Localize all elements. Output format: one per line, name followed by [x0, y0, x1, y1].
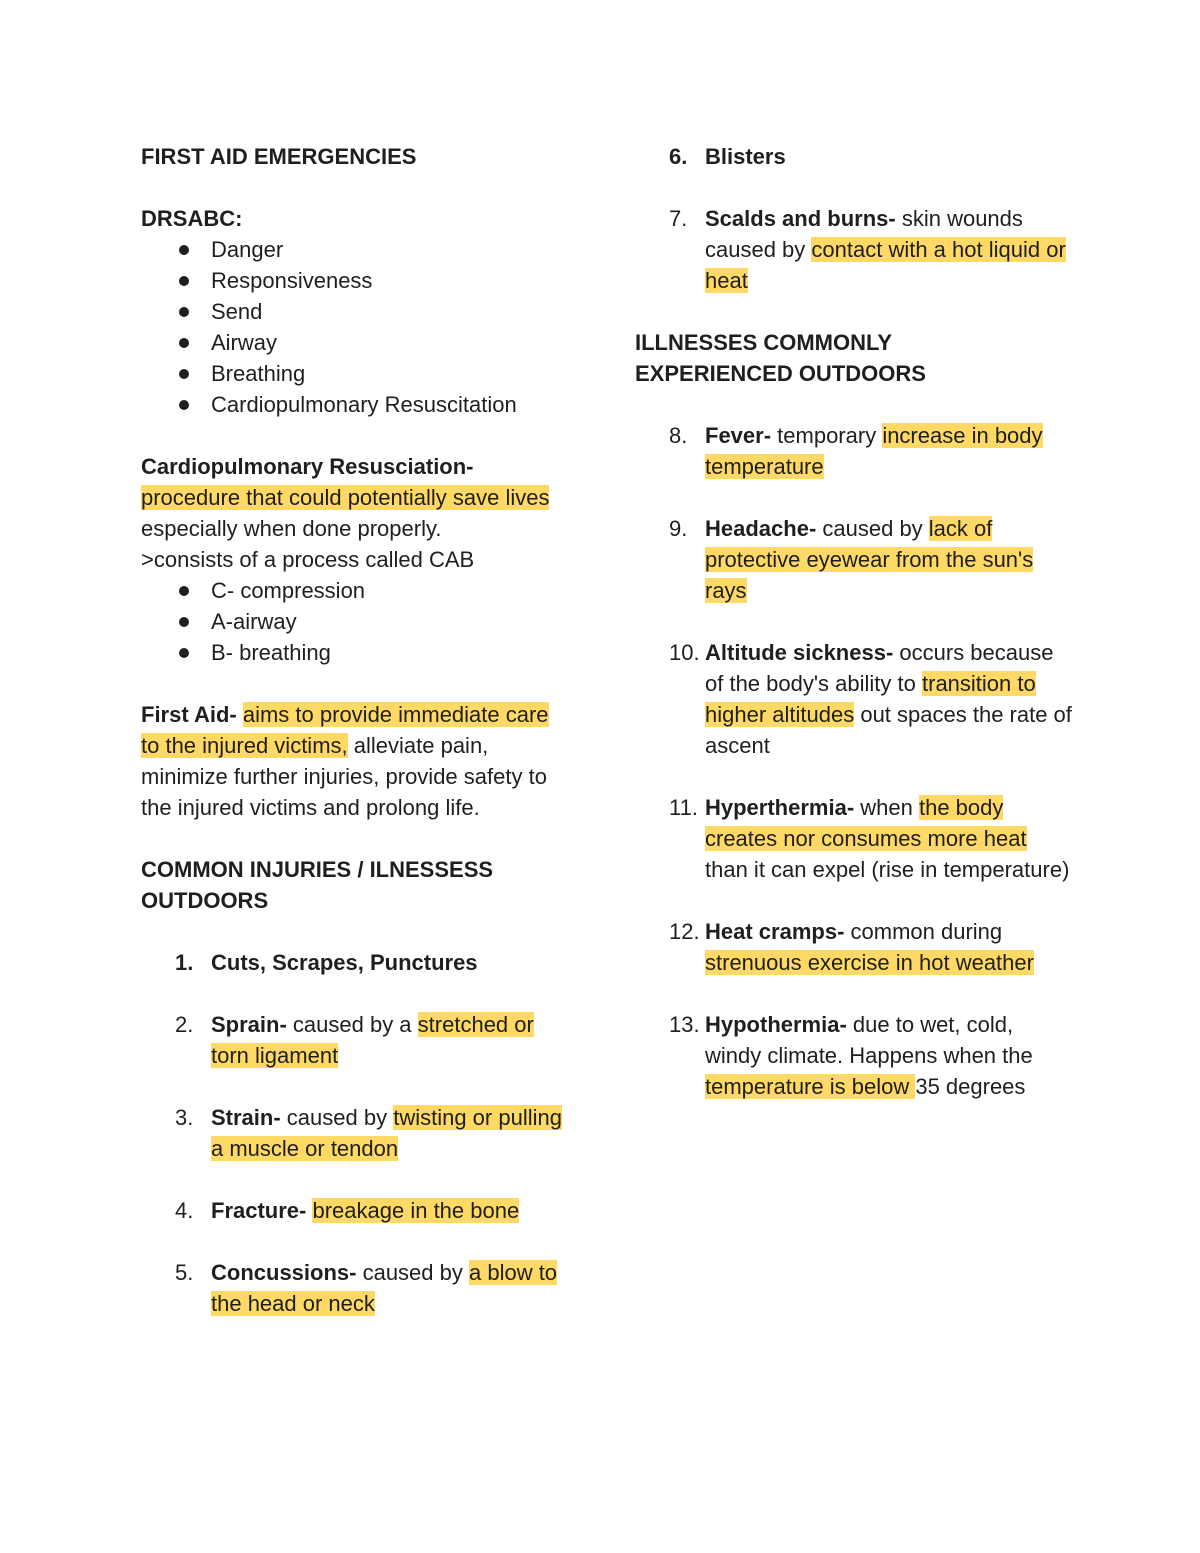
cab-list [141, 575, 571, 668]
first-aid-term: First Aid- [141, 702, 237, 727]
item-text: caused by [816, 516, 929, 541]
drsabc-item: Airway [141, 327, 571, 358]
illness-heading-2: EXPERIENCED OUTDOORS [635, 361, 926, 386]
item-text: occurs because of the body's ability to [705, 640, 1054, 696]
highlight: contact with a hot liquid or heat [705, 237, 1066, 293]
drsabc-list [141, 234, 571, 420]
item-number: 2. [175, 1012, 194, 1037]
injuries-list [141, 947, 571, 1319]
item-number: 8. [669, 423, 688, 448]
item-text: caused by [356, 1260, 469, 1285]
cab-item: C- compression [141, 575, 571, 606]
item-number: 11. [669, 795, 698, 820]
item-text: temporary [771, 423, 883, 448]
item-text-post: than it can expel (rise in temperature) [705, 857, 1070, 882]
cab-item: B- breathing [141, 637, 571, 668]
drsabc-heading: DRSABC: [141, 206, 243, 231]
first-aid-definition [141, 699, 571, 823]
item-text-post: out spaces the rate of ascent [705, 702, 1072, 758]
list-item [141, 1102, 571, 1164]
item-number: 7. [669, 206, 688, 231]
injuries-heading: COMMON INJURIES / ILNESSESS [141, 857, 494, 882]
cab-item: A-airway [141, 606, 571, 637]
highlight: twisting or pulling a muscle or tendon [211, 1105, 562, 1161]
list-item [141, 1195, 571, 1226]
highlight: the body creates nor consumes more heat [705, 795, 1027, 851]
drsabc-item: Cardiopulmonary Resuscitation [141, 389, 571, 420]
illness-list [635, 420, 1075, 1102]
item-text: due to wet, cold, windy climate. Happens when the [705, 1012, 1033, 1068]
item-term: Headache- [705, 516, 817, 541]
right-column [635, 141, 1075, 1102]
highlight: lack of protective eyewear from the sun's rays [705, 516, 1034, 603]
list-item [635, 1009, 1075, 1102]
first-aid-rest: alleviate pain, minimize further injuries, provide safety to the injured victims and prolong life. [141, 733, 547, 820]
item-term: Fever- [705, 423, 772, 448]
item-number: 5. [175, 1260, 194, 1285]
highlight: breakage in the bone [312, 1198, 520, 1223]
drsabc-item: Danger [141, 234, 571, 265]
highlight: procedure that could potentially save lives [141, 485, 550, 510]
drsabc-item: Breathing [141, 358, 571, 389]
item-text: common during [844, 919, 1003, 944]
item-number: 1. [175, 950, 194, 975]
item-number: 6. [669, 144, 688, 169]
item-term: Hypothermia- [705, 1012, 847, 1037]
item-term: Fracture- [211, 1198, 307, 1223]
list-item [635, 916, 1075, 978]
list-item [635, 792, 1075, 885]
item-term: Cuts, Scrapes, Punctures [211, 950, 478, 975]
list-item [141, 947, 571, 978]
cpr-definition [141, 482, 571, 544]
item-text: skin wounds caused by [705, 206, 1023, 262]
cpr-cab-note: >consists of a process called CAB [141, 547, 475, 572]
cpr-definition-rest: especially when done properly. [141, 516, 442, 541]
item-number: 12. [669, 919, 700, 944]
item-number: 9. [669, 516, 688, 541]
item-number: 3. [175, 1105, 194, 1130]
list-item [141, 1257, 571, 1319]
injuries-heading-2: OUTDOORS [141, 888, 269, 913]
highlight: temperature is below [705, 1074, 916, 1099]
drsabc-item: Send [141, 296, 571, 327]
item-term: Hyperthermia- [705, 795, 855, 820]
cpr-term: Cardiopulmonary Resusciation- [141, 454, 474, 479]
item-number: 4. [175, 1198, 194, 1223]
item-term: Altitude sickness- [705, 640, 894, 665]
item-term: Strain- [211, 1105, 281, 1130]
highlight: transition to higher altitudes [705, 671, 1036, 727]
highlight: aims to provide immediate care to the injured victims, [141, 702, 549, 758]
highlight: a blow to the head or neck [211, 1260, 558, 1316]
item-term: Heat cramps- [705, 919, 845, 944]
spacer [237, 702, 243, 727]
drsabc-item: Responsiveness [141, 265, 571, 296]
item-text: caused by [280, 1105, 394, 1130]
item-term: Scalds and burns- [705, 206, 896, 231]
highlight: increase in body temperature [705, 423, 1043, 479]
item-number: 10. [669, 640, 700, 665]
document-title: FIRST AID EMERGENCIES [141, 144, 417, 169]
highlight: stretched or torn ligament [211, 1012, 534, 1068]
list-item [635, 513, 1075, 606]
item-term: Concussions- [211, 1260, 357, 1285]
list-item [635, 203, 1075, 296]
illness-heading: ILLNESSES COMMONLY [635, 330, 893, 355]
item-text: caused by a [286, 1012, 418, 1037]
list-item [635, 637, 1075, 761]
item-text: when [854, 795, 919, 820]
list-item [141, 1009, 571, 1071]
left-column [141, 141, 571, 1319]
list-item [635, 420, 1075, 482]
item-number: 13. [669, 1012, 700, 1037]
highlight: strenuous exercise in hot weather [705, 950, 1034, 975]
item-term: Sprain- [211, 1012, 287, 1037]
item-text-post: 35 degrees [915, 1074, 1026, 1099]
item-term: Blisters [705, 144, 786, 169]
list-item [635, 141, 1075, 172]
